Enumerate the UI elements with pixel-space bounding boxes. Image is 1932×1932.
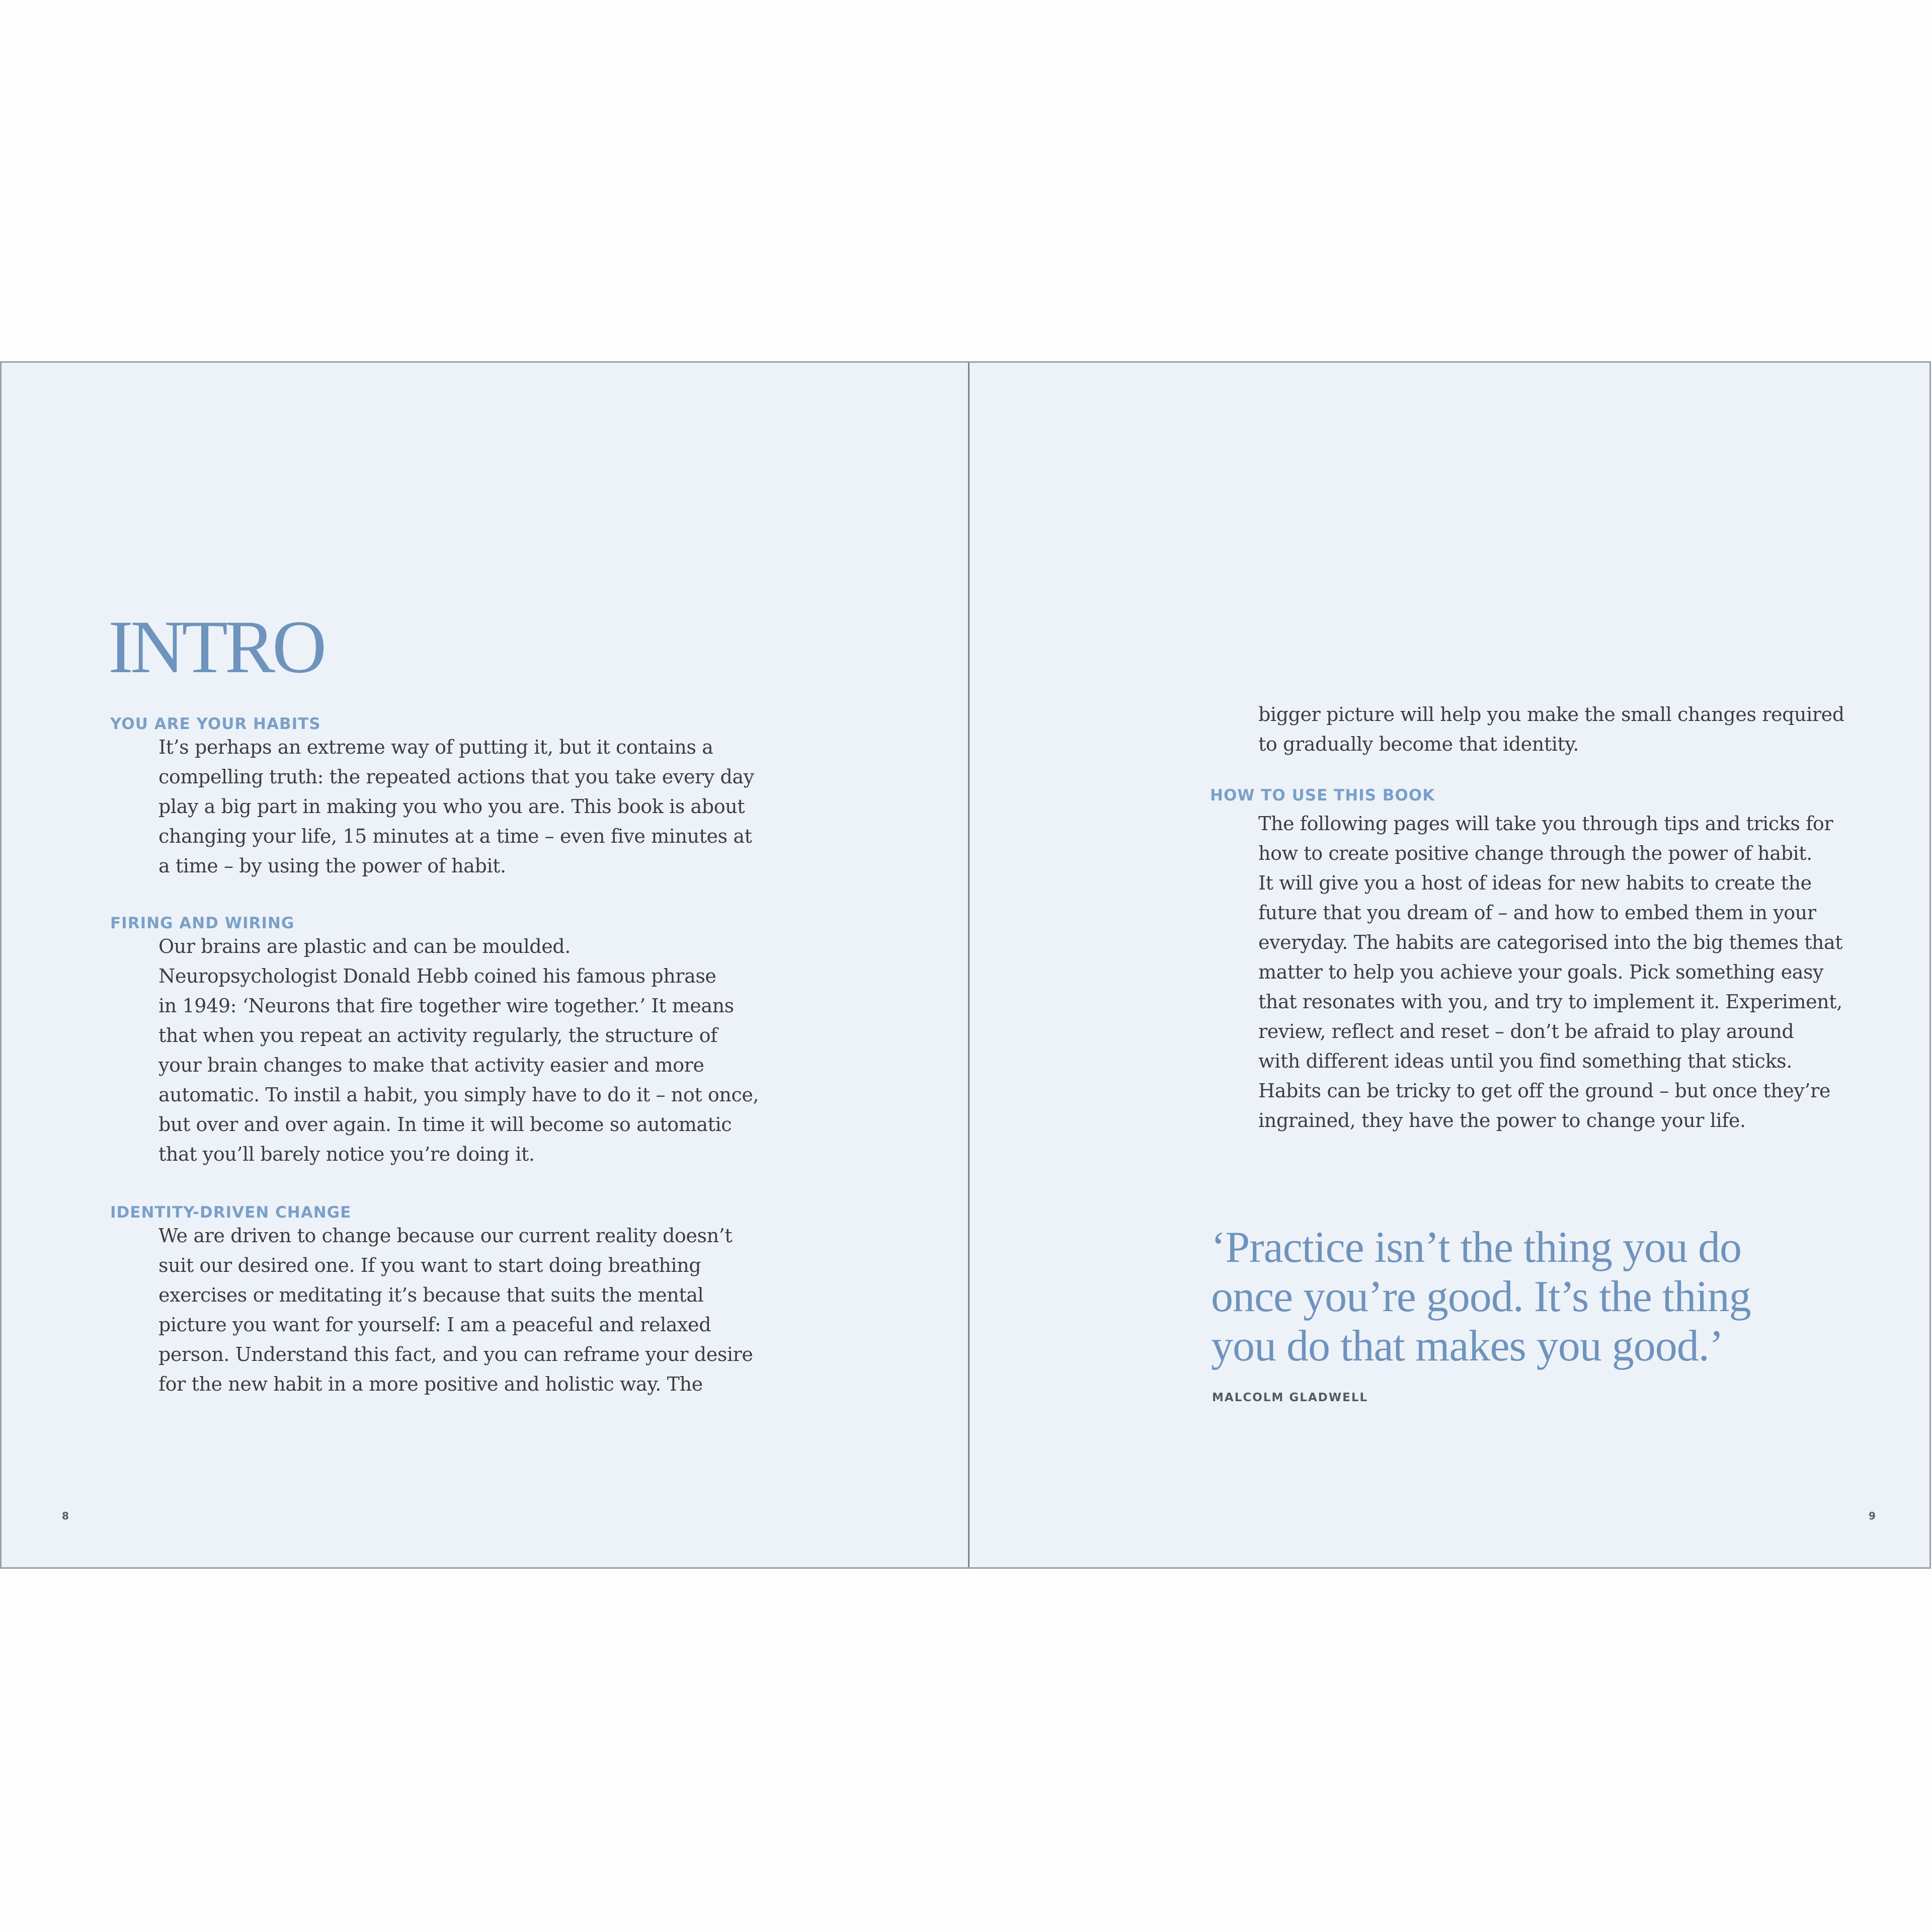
text-line: with different ideas until you find something that sticks.: [1258, 1050, 1792, 1072]
text-line: We are driven to change because our current reality doesn’t: [158, 1225, 733, 1247]
text-line: review, reflect and reset – don’t be afraid to play around: [1258, 1020, 1794, 1042]
section-heading-how-to-use-this-book: HOW TO USE THIS BOOK: [1210, 786, 1435, 804]
pull-quote: [1211, 1223, 1751, 1371]
text-line: to gradually become that identity.: [1258, 733, 1579, 755]
text-line: your brain changes to make that activity easier and more: [158, 1054, 704, 1076]
chapter-title: INTRO: [108, 605, 324, 689]
quote-line: you do that makes you good.’: [1211, 1322, 1724, 1371]
right-page: [970, 363, 1931, 1567]
section-body-identity-driven-change: [158, 1221, 753, 1399]
text-line: a time – by using the power of habit.: [158, 855, 506, 877]
section-heading-you-are-your-habits: YOU ARE YOUR HABITS: [110, 715, 321, 733]
text-line: changing your life, 15 minutes at a time – even five minutes at: [158, 825, 752, 847]
quote-line: once you’re good. It’s the thing: [1211, 1272, 1751, 1321]
section-body-how-to-use-this-book: [1258, 809, 1842, 1136]
text-line: for the new habit in a more positive and holistic way. The: [158, 1373, 703, 1395]
text-line: Neuropsychologist Donald Hebb coined his famous phrase: [158, 965, 716, 987]
text-line: bigger picture will help you make the small changes required: [1258, 703, 1844, 726]
continued-body-text: [1258, 700, 1844, 759]
text-line: that when you repeat an activity regularly, the structure of: [158, 1024, 717, 1046]
text-line: compelling truth: the repeated actions that you take every day: [158, 766, 754, 788]
text-line: how to create positive change through the power of habit.: [1258, 842, 1812, 864]
quote-attribution: MALCOLM GLADWELL: [1212, 1391, 1369, 1404]
text-line: that you’ll barely notice you’re doing it.: [158, 1143, 535, 1165]
text-line: It’s perhaps an extreme way of putting it, but it contains a: [158, 736, 713, 758]
text-line: ingrained, they have the power to change your life.: [1258, 1109, 1746, 1132]
text-line: Our brains are plastic and can be moulded.: [158, 935, 571, 957]
text-line: future that you dream of – and how to embed them in your: [1258, 902, 1816, 924]
page-number-left: 8: [62, 1510, 69, 1522]
section-heading-identity-driven-change: IDENTITY-DRIVEN CHANGE: [110, 1203, 352, 1222]
quote-line: ‘Practice isn’t the thing you do: [1211, 1223, 1741, 1272]
text-line: that resonates with you, and try to implement it. Experiment,: [1258, 991, 1842, 1013]
text-line: picture you want for yourself: I am a peaceful and relaxed: [158, 1314, 711, 1336]
text-line: suit our desired one. If you want to start doing breathing: [158, 1254, 701, 1276]
page-number-right: 9: [1869, 1510, 1876, 1522]
text-line: The following pages will take you through tips and tricks for: [1258, 813, 1833, 835]
text-line: exercises or meditating it’s because that suits the mental: [158, 1284, 704, 1306]
text-line: automatic. To instil a habit, you simply have to do it – not once,: [158, 1084, 759, 1106]
left-page: [2, 363, 968, 1567]
text-line: in 1949: ‘Neurons that fire together wire together.’ It means: [158, 995, 734, 1017]
section-body-firing-and-wiring: [158, 932, 759, 1169]
text-line: Habits can be tricky to get off the ground – but once they’re: [1258, 1080, 1830, 1102]
text-line: but over and over again. In time it will become so automatic: [158, 1113, 732, 1136]
section-heading-firing-and-wiring: FIRING AND WIRING: [110, 914, 295, 932]
text-line: play a big part in making you who you are. This book is about: [158, 795, 745, 818]
book-spread: [0, 361, 1931, 1569]
text-line: everyday. The habits are categorised into the big themes that: [1258, 931, 1843, 953]
text-line: matter to help you achieve your goals. Pick something easy: [1258, 961, 1824, 983]
text-line: person. Understand this fact, and you can reframe your desire: [158, 1343, 753, 1365]
section-body-you-are-your-habits: [158, 733, 754, 881]
text-line: It will give you a host of ideas for new habits to create the: [1258, 872, 1812, 894]
